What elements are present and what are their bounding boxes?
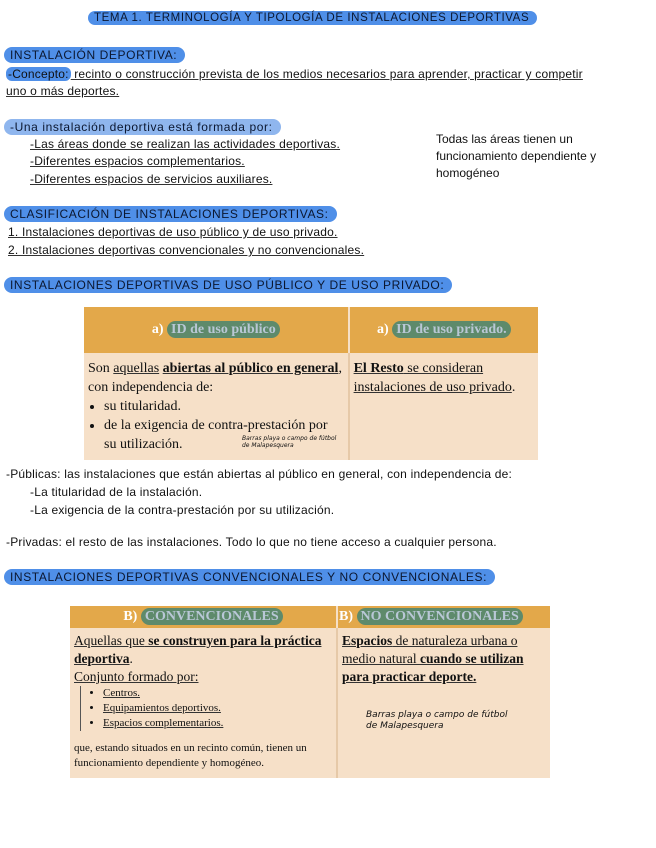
- bullet: • Centros.: [103, 686, 332, 701]
- handwritten-note: Barras playa o campo de fútbol de Malapesquera: [366, 710, 508, 731]
- header-pill: ID de uso público: [167, 321, 280, 338]
- table-header-publico: [84, 307, 349, 353]
- list-item: -Las áreas donde se realizan las actividades deportivas.: [30, 137, 341, 151]
- cell-bold: abiertas al público en general: [162, 361, 339, 376]
- section-heading-formada: -Una instalación deportiva está formada por:: [4, 119, 281, 135]
- publicas-line: -Públicas: las instalaciones que están abiertas al público en general, con independencia de:: [6, 467, 513, 481]
- header-prefix: B): [339, 609, 353, 624]
- uso-table: [84, 307, 538, 460]
- header-pill: ID de uso privado.: [392, 321, 510, 338]
- cell-text: de naturaleza urbana o medio natural: [342, 633, 518, 666]
- cell-text: se consideran instalaciones de uso privado: [353, 361, 512, 395]
- list-item: 2. Instalaciones deportivas convencionales y no convencionales.: [8, 243, 365, 257]
- section-heading-instalacion: INSTALACIÓN DEPORTIVA:: [4, 47, 185, 63]
- cell-bullets: [80, 686, 332, 731]
- concepto-text-2: uno o más deportes.: [6, 84, 120, 98]
- concepto-line: [6, 67, 583, 81]
- list-item: -Diferentes espacios complementarios.: [30, 154, 245, 168]
- list-item: -La exigencia de la contra-prestación por su utilización.: [30, 503, 335, 517]
- table-cell-convencionales: [70, 628, 337, 778]
- header-pill: CONVENCIONALES: [141, 608, 283, 625]
- list-item: 1. Instalaciones deportivas de uso público y de uso privado.: [8, 225, 338, 239]
- bullet: • su titularidad.: [104, 397, 344, 416]
- cell-text: Conjunto formado por:: [74, 669, 199, 684]
- table-cell-publico: [84, 353, 349, 460]
- bullet: • Espacios complementarios.: [103, 716, 332, 731]
- cell-text: Son: [88, 361, 110, 376]
- table-header-no-convencionales: [337, 606, 550, 628]
- header-prefix: a): [151, 322, 164, 337]
- section-heading-clasificacion: CLASIFICACIÓN DE INSTALACIONES DEPORTIVAS:: [4, 206, 337, 222]
- side-note: Todas las áreas tienen un funcionamiento dependiente y homogéneo: [436, 132, 597, 180]
- convencionales-table: [70, 606, 550, 778]
- handwritten-note: Barras playa o campo de fútbol de Malapesquera: [242, 435, 337, 449]
- header-prefix: B): [123, 609, 138, 624]
- table-cell-privado: [349, 353, 538, 460]
- concepto-text: recinto o construcción prevista de los medios necesarios para aprender, practicar y competir: [70, 67, 583, 81]
- privadas-line: -Privadas: el resto de las instalaciones. Todo lo que no tiene acceso a cualquier persona.: [6, 535, 497, 549]
- cell-text: .: [511, 380, 516, 395]
- table-header-privado: [349, 307, 538, 353]
- table-header-convencionales: [70, 606, 337, 628]
- cell-bold: cuando se utilizan para practicar deporte.: [342, 651, 524, 684]
- header-pill: NO CONVENCIONALES: [357, 608, 523, 625]
- cell-text: .: [129, 651, 133, 666]
- cell-text: aquellas: [113, 361, 160, 376]
- table-cell-no-convencionales: [337, 628, 550, 778]
- bullet: • Equipamientos deportivos.: [103, 701, 332, 716]
- section-heading-convencionales: INSTALACIONES DEPORTIVAS CONVENCIONALES Y NO CONVENCIONALES:: [4, 569, 495, 585]
- page-title: TEMA 1. TERMINOLOGÍA Y TIPOLOGÍA DE INSTALACIONES DEPORTIVAS: [88, 11, 537, 25]
- cell-text: que, estando situados en un recinto común, tienen un funcionamiento dependiente y homogéneo.: [74, 742, 307, 769]
- cell-bold: Espacios: [342, 633, 393, 648]
- cell-text: , con independencia de:: [88, 361, 342, 395]
- list-item: -Diferentes espacios de servicios auxiliares.: [30, 172, 273, 186]
- concepto-label: -Concepto:: [8, 67, 69, 81]
- header-prefix: a): [376, 322, 389, 337]
- cell-text: Aquellas que: [74, 633, 145, 648]
- bullet: • de la exigencia de contra-prestación por su utilización.: [104, 416, 344, 454]
- section-heading-uso: INSTALACIONES DEPORTIVAS DE USO PÚBLICO Y DE USO PRIVADO:: [4, 277, 452, 293]
- list-item: -La titularidad de la instalación.: [30, 485, 203, 499]
- cell-bold: se construyen para la práctica deportiva: [74, 633, 322, 666]
- cell-bold: El Resto: [353, 361, 404, 376]
